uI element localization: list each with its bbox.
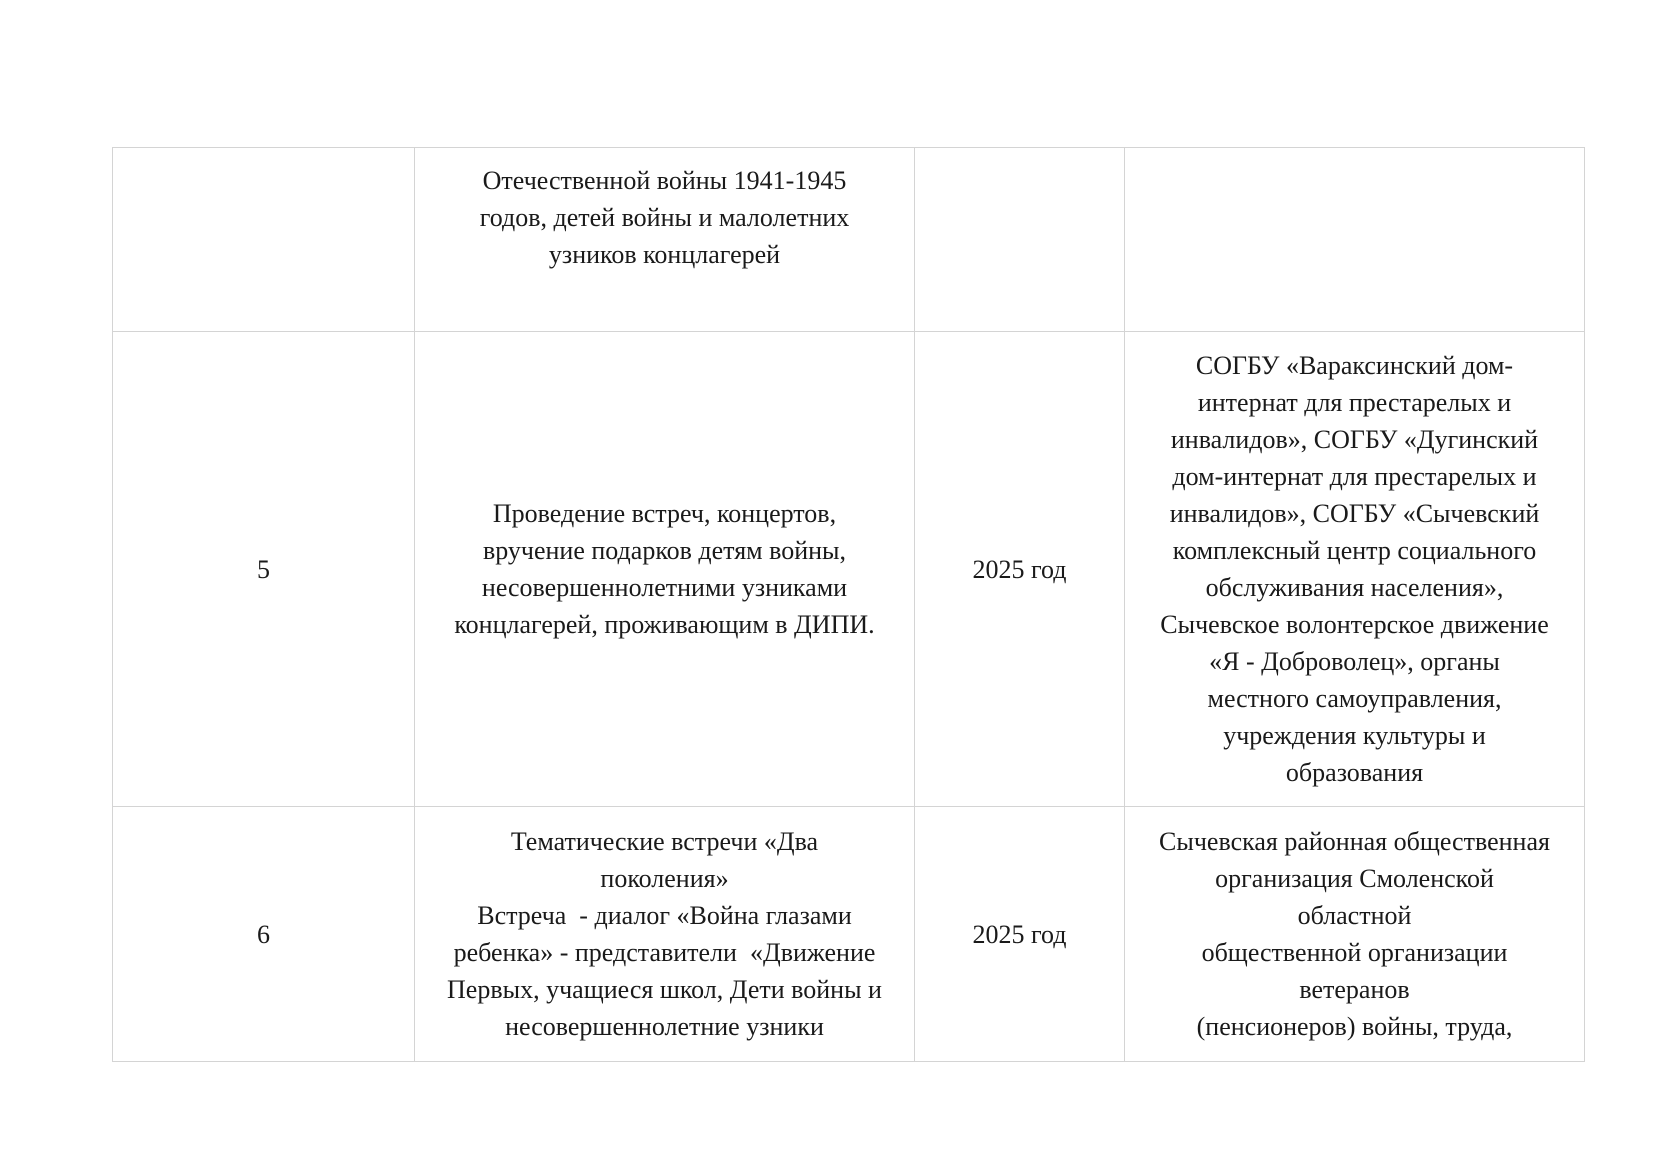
row-number-cell: [113, 148, 415, 332]
row-number-cell: 5: [113, 332, 415, 807]
event-line: Тематические встречи «Два: [510, 827, 819, 856]
responsible-line: общественной организации: [1201, 938, 1508, 967]
responsible-line: инвалидов», СОГБУ «Сычевский: [1169, 499, 1540, 528]
responsible-line: областной: [1297, 901, 1412, 930]
responsible-line: интернат для престарелых и: [1197, 388, 1512, 417]
event-line: годов, детей войны и малолетних: [479, 203, 850, 232]
event-line: вручение подарков детям войны,: [482, 536, 847, 565]
responsible-line: местного самоуправления,: [1207, 684, 1502, 713]
table-row: [113, 332, 1585, 807]
responsible-line: Сычевское волонтерское движение: [1160, 610, 1549, 639]
event-line: ребенка» - представители «Движение: [453, 938, 876, 967]
event-line: несовершеннолетними узниками: [481, 573, 848, 602]
responsible-line: организация Смоленской: [1215, 864, 1494, 893]
event-line: поколения»: [600, 864, 729, 893]
event-cell: [415, 148, 915, 332]
responsible-line: ветеранов: [1299, 975, 1410, 1004]
responsible-line: обслуживания населения»,: [1205, 573, 1504, 602]
responsible-line: инвалидов», СОГБУ «Дугинский: [1170, 425, 1539, 454]
responsible-cell: [1125, 807, 1585, 1062]
table-row: [113, 807, 1585, 1062]
responsible-line: (пенсионеров) войны, труда,: [1196, 1012, 1513, 1041]
responsible-line: комплексный центр социального: [1172, 536, 1537, 565]
date-cell: 2025 год: [915, 332, 1125, 807]
event-line: Встреча - диалог «Война глазами: [477, 901, 852, 930]
responsible-cell: [1125, 332, 1585, 807]
event-line: узников концлагерей: [548, 240, 781, 269]
event-line: Первых, учащиеся школ, Дети войны и: [447, 975, 882, 1004]
date-cell: 2025 год: [915, 807, 1125, 1062]
responsible-line: учреждения культуры и: [1223, 721, 1486, 750]
responsible-cell: [1125, 148, 1585, 332]
responsible-line: СОГБУ «Вараксинский дом-: [1195, 351, 1514, 380]
event-cell: [415, 807, 915, 1062]
row-number-cell: 6: [113, 807, 415, 1062]
event-line: Проведение встреч, концертов,: [492, 499, 837, 528]
event-line: Отечественной войны 1941-1945: [482, 166, 847, 195]
event-line: концлагерей, проживающим в ДИПИ.: [454, 610, 875, 639]
event-line: несовершеннолетние узники: [505, 1012, 824, 1041]
table-row: [113, 148, 1585, 332]
responsible-line: образования: [1285, 758, 1424, 787]
event-cell: [415, 332, 915, 807]
date-cell: [915, 148, 1125, 332]
responsible-line: дом-интернат для престарелых и: [1172, 462, 1537, 491]
events-table: [112, 147, 1585, 1062]
responsible-line: «Я - Доброволец», органы: [1209, 647, 1500, 676]
responsible-line: Сычевская районная общественная: [1159, 827, 1550, 856]
